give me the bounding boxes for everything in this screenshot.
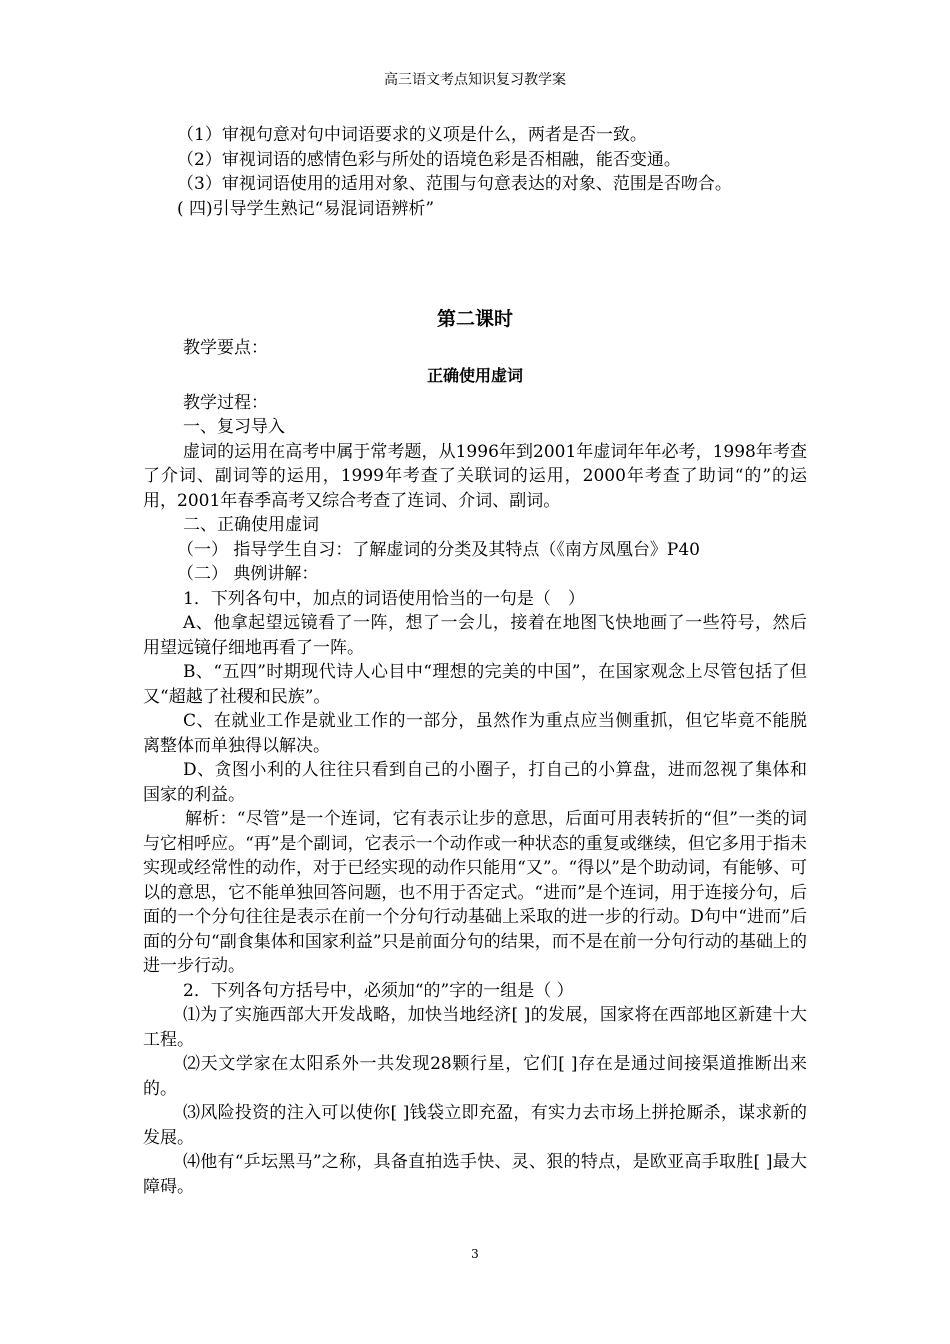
- q2-item-4: ⑷他有“乒坛黑马”之称，具备直拍选手快、灵、狠的特点，是欧亚高手取胜[ ]最大障碍。: [143, 1152, 807, 1197]
- q1-option-a: A、他拿起望远镜看了一阵，想了一会儿，接着在地图飞快地画了一些符号，然后用望远镜仔细地再看了一阵。: [143, 613, 807, 658]
- intro-line-2: （2）审视词语的感情色彩与所处的语境色彩是否相融，能否变通。: [177, 149, 681, 170]
- q1-option-c: C、在就业工作是就业工作的一部分，虽然作为重点应当侧重抓，但它毕竟不能脱离整体而单独得以解决。: [143, 711, 807, 756]
- section2-heading: 二、正确使用虚词: [183, 515, 319, 535]
- page-number: 3: [471, 1247, 479, 1261]
- page-header: 高三语文考点知识复习教学案: [384, 72, 566, 88]
- review-heading: 一、复习导入: [183, 417, 285, 437]
- q1-stem: 1．下列各句中，加点的词语使用恰当的一句是（ ）: [183, 588, 585, 609]
- key-points-label: 教学要点：: [183, 338, 268, 358]
- lesson-title: 第二课时: [436, 308, 513, 330]
- q2-item-2: ⑵天文学家在太阳系外一共发现28颗行星，它们[ ]存在是通过间接渠道推断出来的。: [143, 1054, 807, 1099]
- topic-title: 正确使用虚词: [426, 365, 523, 385]
- q2-item-3: ⑶风险投资的注入可以使你[ ]钱袋立即充盈，有实力去市场上拼抢厮杀，谋求新的发展。: [143, 1103, 807, 1148]
- sub-heading-2: （二） 典例讲解：: [177, 564, 319, 584]
- intro-line-4: ( 四)引导学生熟记“易混词语辨析”: [177, 198, 435, 219]
- q1-option-d: D、贪图小利的人往往只看到自己的小圈子，打自己的小算盘，进而忽视了集体和国家的利益。: [143, 760, 807, 805]
- process-label: 教学过程：: [183, 392, 268, 413]
- q2-stem: 2．下列各句方括号中，必须加“的”字的一组是（ ）: [183, 980, 574, 1001]
- q2-item-1: ⑴为了实施西部大开发战略，加快当地经济[ ]的发展，国家将在西部地区新建十大工程。: [143, 1005, 807, 1050]
- section-spacer: [143, 221, 807, 304]
- q1-option-b: B、“五四”时期现代诗人心目中“理想的完美的中国”，在国家观念上尽管包括了但又“超越了社稷和民族”。: [143, 662, 807, 707]
- intro-line-1: （1）审视句意对句中词语要求的义项是什么，两者是否一致。: [177, 125, 647, 145]
- review-text: 虚词的运用在高考中属于常考题，从1996年到2001年虚词年年必考，1998年考查了介词、副词等的运用，1999年考查了关联词的运用，2000年考查了助词“的”的运用，2001年春季高考又综合考查了连词、介词、副词。: [143, 441, 807, 511]
- document-body: [143, 123, 807, 1199]
- intro-line-3: （3）审视词语使用的适用对象、范围与句意表达的对象、范围是否吻合。: [177, 174, 732, 194]
- q1-analysis: 解析：“尽管”是一个连词，它有表示让步的意思，后面可用表转折的“但”一类的词与它相呼应。“再”是个副词，它表示一个动作或一种状态的重复或继续，但它多用于指未实现或经常性的动作，对于已经实现的动作只能用“又”。“得以”是个助动词，有能够、可以的意思，它不能单独回答问题，也不用于否定式。“进而”是个连词，用于连接分句，后面的一个分句往往是表示在前一个分句行动基础上采取的进一步的行动。D句中“进而”后面的分句“副食集体和国家利益”只是前面分句的结果，而不是在前一分句行动的基础上的进一步行动。: [143, 809, 807, 976]
- sub-heading-1: （一） 指导学生自习：了解虚词的分类及其特点（《南方凤凰台》P40: [177, 539, 700, 560]
